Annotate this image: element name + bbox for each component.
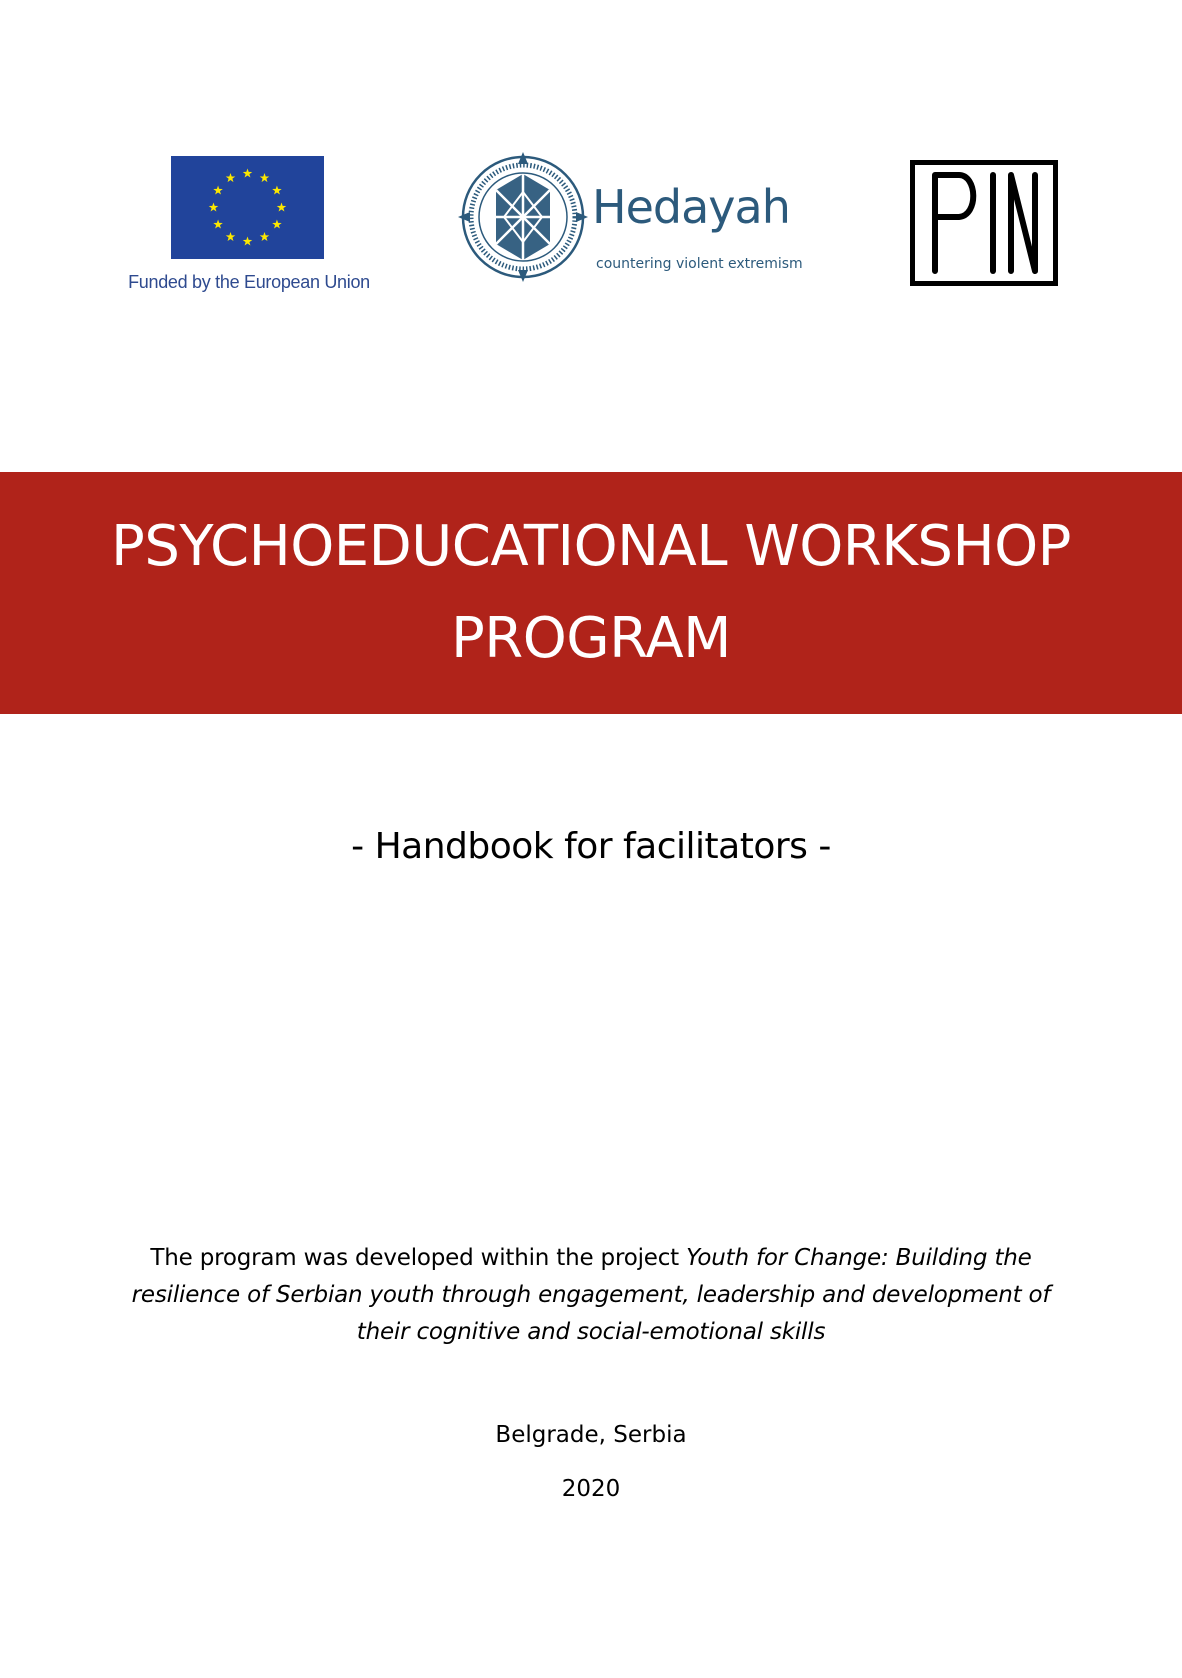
- page-title: [111, 501, 1071, 685]
- project-description: [120, 1240, 1062, 1351]
- pin-logo: [910, 160, 1058, 286]
- hedayah-name: Hedayah: [592, 180, 790, 234]
- title-line-2: PROGRAM: [451, 606, 731, 671]
- pin-logo-icon: [915, 165, 1053, 281]
- title-line-1: PSYCHOEDUCATIONAL WORKSHOP: [111, 514, 1071, 579]
- eu-funding-caption: Funded by the European Union: [128, 272, 370, 292]
- hedayah-tagline: countering violent extremism: [596, 256, 803, 272]
- subtitle: - Handbook for facilitators -: [351, 826, 831, 867]
- hedayah-logo: [458, 152, 803, 282]
- project-name: Youth for Change: Building the resilience of Serbian youth through engagement, leadership and development of their cognitive and social-emotional skills: [131, 1245, 1051, 1345]
- eu-flag-icon: [171, 156, 324, 259]
- publication-place: Belgrade, Serbia: [495, 1422, 687, 1448]
- title-banner: [0, 472, 1182, 714]
- publication-year: 2020: [561, 1476, 621, 1502]
- eu-logo: [122, 156, 376, 298]
- hedayah-compass-icon: [458, 152, 588, 282]
- description-prefix: The program was developed within the project: [150, 1245, 687, 1271]
